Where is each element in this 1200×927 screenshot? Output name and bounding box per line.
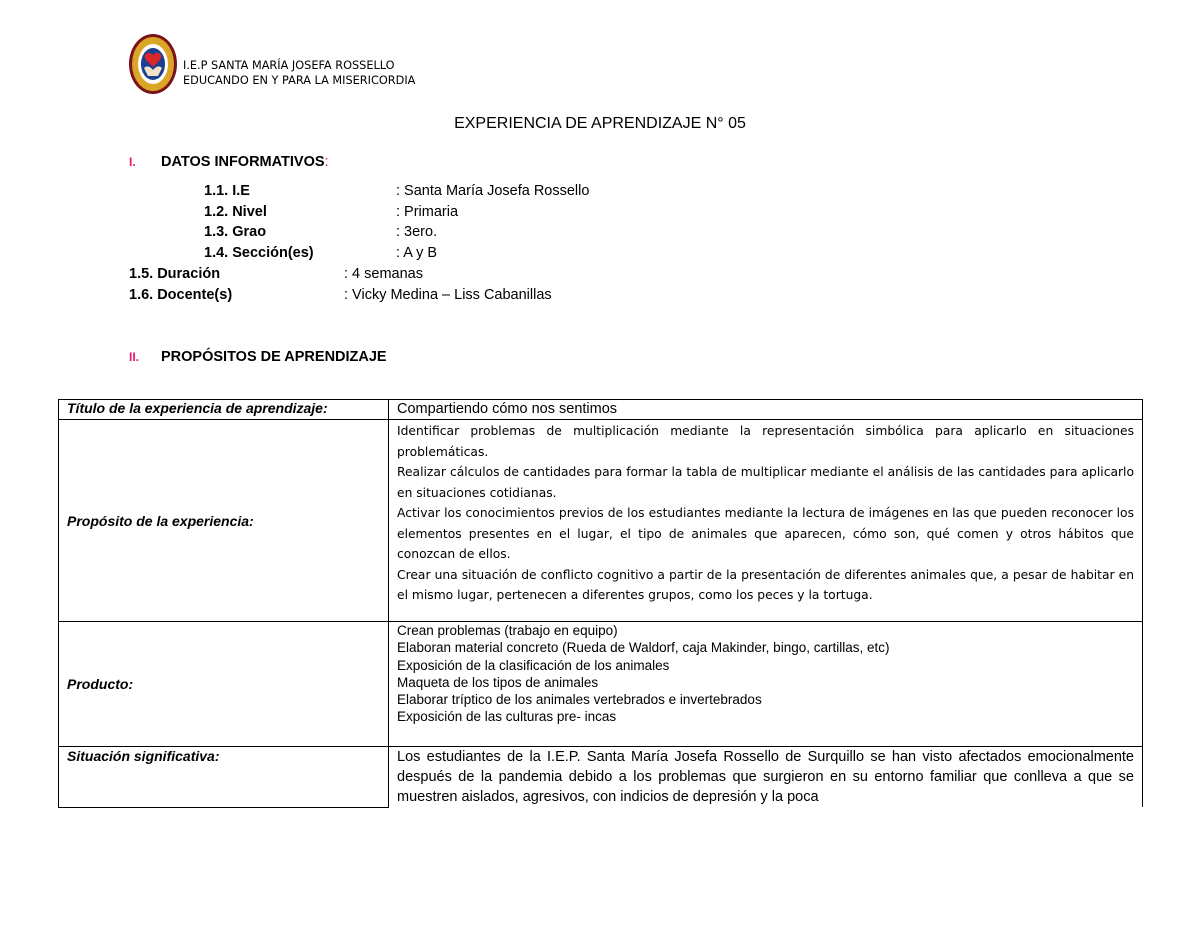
- section-title: PROPÓSITOS DE APRENDIZAJE: [161, 349, 387, 365]
- product-item: Crean problemas (trabajo en equipo): [397, 623, 618, 638]
- product-item: Elaboran material concreto (Rueda de Waldorf, caja Makinder, bingo, cartillas, etc): [397, 640, 890, 656]
- product-item: Maqueta de los tipos de animales: [397, 674, 599, 690]
- section-number: I.: [129, 155, 136, 169]
- field-value-grado: : 3ero.: [396, 224, 438, 240]
- purpose-paragraph: Crear una situación de conflicto cognitivo a partir de la presentación de diferentes animales que, a pesar de habitar en el mismo lugar, pertenecen a diferentes grupos, como los peces y la tortuga.: [397, 567, 1134, 602]
- school-motto: EDUCANDO EN Y PARA LA MISERICORDIA: [183, 74, 416, 87]
- row-value-situacion: Los estudiantes de la I.E.P. Santa María Josefa Rossello de Surquillo se han visto afectados emocionalmente después de la pandemia debido a los problemas que surgieron en su entorno familiar que conlleva a que se muestren aislados, agresivos, con indicios de depresión y la poca: [389, 747, 1143, 808]
- row-value-producto: [389, 622, 1143, 747]
- field-value-duracion: : 4 semanas: [344, 266, 423, 282]
- row-label-producto: Producto:: [59, 622, 389, 747]
- row-label-proposito: Propósito de la experiencia:: [59, 420, 389, 622]
- field-label-ie: 1.1. I.E: [204, 183, 250, 199]
- product-item: Exposición de las culturas pre- incas: [397, 709, 617, 725]
- purpose-paragraph: Activar los conocimientos previos de los estudiantes mediante la lectura de imágenes en las que pueden reconocer los elementos presentes en el lugar, el tipo de animales que aparecen, cómo son, qué comen y otros hábitos que conozcan de ellos.: [397, 506, 1134, 561]
- field-label-nivel: 1.2. Nivel: [204, 204, 267, 220]
- row-label-titulo: Título de la experiencia de aprendizaje:: [59, 400, 389, 420]
- purpose-paragraph: Realizar cálculos de cantidades para formar la tabla de multiplicar mediante el análisis de las cantidades para aplicarlo en situaciones cotidianas.: [397, 465, 1134, 500]
- product-item: Exposición de la clasificación de los animales: [397, 657, 670, 673]
- field-label-duracion: 1.5. Duración: [129, 266, 221, 282]
- row-value-proposito: [389, 420, 1143, 622]
- field-value-nivel: : Primaria: [396, 204, 459, 220]
- purposes-table: [58, 399, 1143, 808]
- table-row: [59, 420, 1143, 622]
- section-heading-datos: [129, 153, 329, 171]
- field-value-seccion: : A y B: [396, 245, 438, 261]
- school-header: [183, 58, 415, 88]
- section-number: II.: [129, 350, 140, 364]
- field-label-docente: 1.6. Docente(s): [129, 287, 233, 303]
- field-label-grado: 1.3. Grao: [204, 224, 267, 240]
- row-label-situacion: Situación significativa:: [59, 747, 389, 808]
- table-row: [59, 622, 1143, 747]
- row-value-titulo: Compartiendo cómo nos sentimos: [389, 400, 1143, 420]
- section-title: DATOS INFORMATIVOS: [161, 154, 325, 170]
- field-value-docente: : Vicky Medina – Liss Cabanillas: [344, 287, 552, 303]
- field-value-ie: : Santa María Josefa Rossello: [396, 183, 590, 199]
- table-row: [59, 747, 1143, 808]
- table-row: [59, 400, 1143, 420]
- product-item: Elaborar tríptico de los animales vertebrados e invertebrados: [397, 692, 762, 708]
- purpose-paragraph: Identificar problemas de multiplicación mediante la representación simbólica para aplicarlo en situaciones problemáticas.: [397, 424, 1134, 459]
- field-label-seccion: 1.4. Sección(es): [204, 245, 314, 261]
- document-title: EXPERIENCIA DE APRENDIZAJE N° 05: [454, 115, 746, 132]
- section-heading-propositos: [129, 348, 387, 366]
- school-crest-icon: [128, 33, 178, 95]
- section-colon: :: [324, 154, 329, 170]
- school-name: I.E.P SANTA MARÍA JOSEFA ROSSELLO: [183, 59, 395, 72]
